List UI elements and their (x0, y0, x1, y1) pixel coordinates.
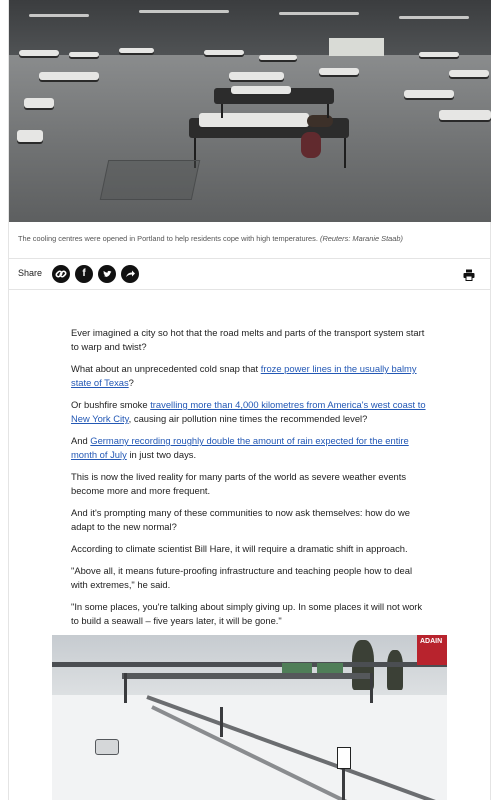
share-arrow-icon[interactable] (121, 265, 139, 283)
paragraph: This is now the lived reality for many parts of the world as severe weather events become more and more frequent. (71, 471, 407, 496)
hero-image (9, 0, 491, 222)
image-caption (18, 234, 478, 243)
paragraph: And Germany recording roughly double the amount of rain expected for the entire month of July in just two days. (71, 435, 409, 460)
share-bar (8, 258, 491, 290)
link-icon[interactable] (52, 265, 70, 283)
paragraph: Or bushfire smoke travelling more than 4,000 kilometres from America's west coast to New York City, causing air pollution nine times the recommended level? (71, 399, 426, 424)
texas-power-lines-link[interactable]: froze power lines in the usually balmy state of Texas (71, 363, 417, 388)
snow-highway-image: ADAIN (52, 635, 447, 800)
paragraph: "In some places, you're talking about simply giving up. In some places it will not work to build a seawall – five years later, it will be gone." (71, 601, 423, 626)
caption-credit: (Reuters: Maranie Staab) (319, 234, 403, 243)
bushfire-smoke-link[interactable]: travelling more than 4,000 kilometres from America's west coast to New York City (71, 399, 426, 424)
share-label: Share (18, 268, 43, 278)
caption-text: The cooling centres were opened in Portland to help residents cope with high temperatures. (18, 234, 318, 243)
germany-rain-link[interactable]: Germany recording roughly double the amount of rain expected for the entire month of July (71, 435, 409, 460)
printer-icon[interactable] (463, 268, 475, 280)
paragraph: What about an unprecedented cold snap that froze power lines in the usually balmy state of Texas? (71, 363, 417, 388)
paragraph: According to climate scientist Bill Hare, it will require a dramatic shift in approach. (71, 543, 408, 554)
facebook-icon[interactable]: f (75, 265, 93, 283)
paragraph: And it's prompting many of these communities to now ask themselves: how do we adapt to the new normal? (71, 507, 410, 532)
paragraph: "Above all, it means future-proofing infrastructure and teaching people how to deal with extremes," he said. (71, 565, 413, 590)
car (95, 739, 119, 755)
twitter-icon[interactable] (98, 265, 116, 283)
paragraph: Ever imagined a city so hot that the road melts and parts of the transport system start to warp and twist? (71, 327, 425, 352)
